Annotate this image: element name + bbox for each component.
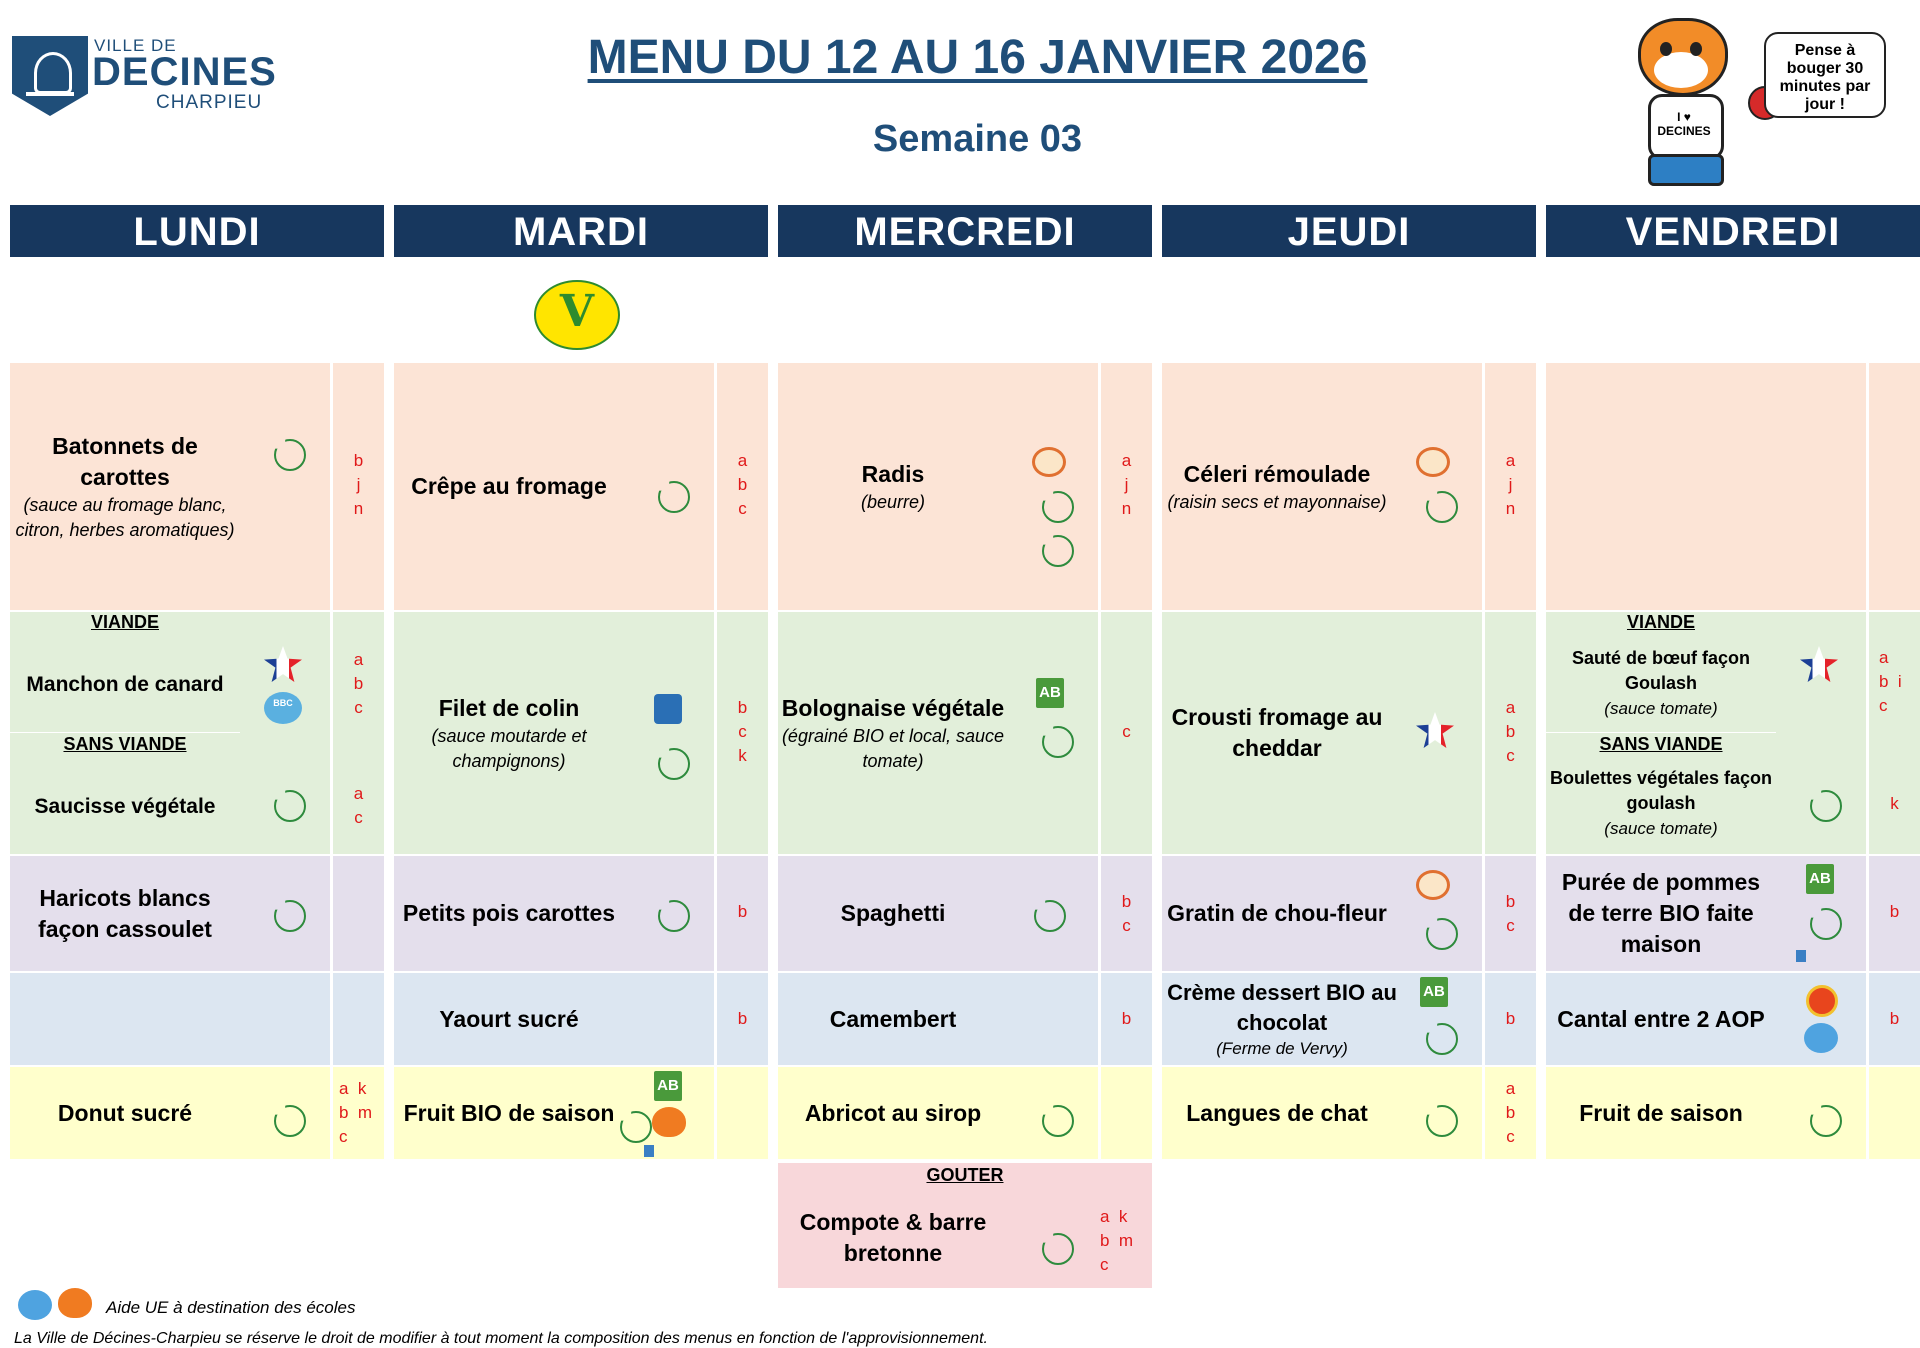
sprout-icon bbox=[1034, 900, 1066, 932]
sprout-icon bbox=[1042, 1233, 1074, 1265]
dish-name: Radis bbox=[861, 460, 925, 487]
vendredi-accomp-allergens-cell bbox=[1869, 856, 1920, 971]
city-shield-icon bbox=[12, 36, 88, 116]
menu-title: MENU DU 12 AU 16 JANVIER 2026 bbox=[587, 31, 1368, 84]
dish-name: Céleri rémoulade bbox=[1183, 460, 1371, 487]
aide-ue-icon bbox=[1804, 1023, 1838, 1053]
allergen-codes-viande: a b i c bbox=[1879, 648, 1902, 715]
allergen-codes: a k b m c bbox=[1100, 1207, 1134, 1274]
logo-decines-text: DECINES bbox=[92, 50, 277, 94]
agriculture-biologique-icon: AB bbox=[1806, 864, 1834, 894]
agriculture-biologique-icon: AB bbox=[1420, 977, 1448, 1007]
week-subtitle: Semaine 03 bbox=[872, 118, 1083, 160]
allergen-codes: b bbox=[737, 1009, 748, 1028]
mercredi-accomp-cell bbox=[778, 856, 1098, 971]
dish-note: (sauce moutarde et champignons) bbox=[431, 725, 587, 771]
jeudi-dessert-allergens-cell bbox=[1485, 1067, 1536, 1159]
sprout-icon bbox=[1042, 491, 1074, 523]
vendredi-plat-allergens-cell bbox=[1869, 612, 1920, 854]
section-label-viande: VIANDE bbox=[1626, 612, 1695, 632]
allergen-codes: a k b m c bbox=[339, 1079, 373, 1146]
mercredi-gouter-cell bbox=[778, 1163, 1152, 1288]
dish-note: (Ferme de Vervy) bbox=[1216, 1039, 1348, 1058]
dish-name-sans-viande: Boulettes végétales façon goulash bbox=[1549, 768, 1773, 813]
mardi-plat-cell bbox=[394, 612, 714, 854]
jeudi-laitage-allergens-cell bbox=[1485, 973, 1536, 1065]
dish-name: Spaghetti bbox=[840, 900, 946, 926]
dish-name: Petits pois carottes bbox=[402, 900, 616, 926]
mardi-entree-allergens-cell bbox=[717, 363, 768, 610]
jeudi-laitage-cell bbox=[1162, 973, 1482, 1065]
dish-name: Filet de colin bbox=[438, 694, 580, 721]
mercredi-dessert-allergens-cell bbox=[1101, 1067, 1152, 1159]
mascot-shirt-text: I ♥ DECINES bbox=[1657, 110, 1711, 138]
mercredi-accomp-allergens-cell bbox=[1101, 856, 1152, 971]
sprout-icon bbox=[1042, 1105, 1074, 1137]
jeudi-entree-allergens-cell bbox=[1485, 363, 1536, 610]
section-label-sans-viande: SANS VIANDE bbox=[63, 734, 187, 754]
vendredi-dessert-allergens-cell bbox=[1869, 1067, 1920, 1159]
la-region-icon bbox=[644, 1145, 694, 1157]
mardi-laitage-allergens-cell bbox=[717, 973, 768, 1065]
dish-name: Gratin de chou-fleur bbox=[1167, 900, 1387, 926]
city-logo bbox=[12, 34, 302, 124]
allergen-codes: a b c bbox=[1505, 698, 1516, 765]
allergen-codes: c bbox=[1122, 722, 1131, 741]
allergen-codes: a b c bbox=[1505, 1079, 1516, 1146]
section-label-gouter: GOUTER bbox=[926, 1165, 1004, 1185]
vegetarian-label-icon: V bbox=[530, 280, 620, 350]
allergen-codes: a b c bbox=[737, 451, 748, 518]
local-product-icon bbox=[1416, 447, 1450, 477]
sprout-icon bbox=[274, 439, 306, 471]
allergen-codes: b bbox=[1889, 1009, 1900, 1028]
allergen-codes-sans-viande: k bbox=[1890, 794, 1899, 813]
aide-ue-icon bbox=[18, 1290, 52, 1320]
dish-name: Langues de chat bbox=[1186, 1099, 1368, 1126]
logo-ville-text: VILLE DE bbox=[94, 36, 177, 55]
speech-bubble: Pense à bouger 30 minutes par jour ! bbox=[1764, 32, 1886, 118]
mercredi-laitage-allergens-cell bbox=[1101, 973, 1152, 1065]
dish-name: Crousti fromage au cheddar bbox=[1171, 704, 1383, 761]
sprout-icon bbox=[1042, 535, 1074, 567]
aop-icon bbox=[1806, 985, 1838, 1017]
dish-note: (sauce au fromage blanc, citron, herbes aromatiques) bbox=[15, 494, 235, 540]
jeudi-dessert-cell bbox=[1162, 1067, 1482, 1159]
jeudi-entree-cell bbox=[1162, 363, 1482, 610]
sprout-icon bbox=[274, 1105, 306, 1137]
vendredi-dessert-cell bbox=[1546, 1067, 1866, 1159]
section-label-sans-viande: SANS VIANDE bbox=[1599, 734, 1723, 754]
sprout-icon bbox=[1042, 726, 1074, 758]
lundi-dessert-cell bbox=[10, 1067, 330, 1159]
allergen-codes: b c bbox=[1121, 892, 1132, 935]
sprout-icon bbox=[1426, 1105, 1458, 1137]
dish-name: Crème dessert BIO au chocolat bbox=[1167, 980, 1397, 1035]
section-label-viande: VIANDE bbox=[90, 612, 159, 632]
dish-name: Yaourt sucré bbox=[439, 1005, 579, 1032]
vendredi-laitage-cell bbox=[1546, 973, 1866, 1065]
mardi-laitage-cell bbox=[394, 973, 714, 1065]
agriculture-biologique-icon: AB bbox=[654, 1071, 682, 1101]
la-region-icon bbox=[1796, 950, 1846, 962]
dish-name-viande: Manchon de canard bbox=[26, 673, 224, 696]
day-header-vendredi: VENDREDI bbox=[1546, 205, 1920, 257]
dish-name-sans-viande: Saucisse végétale bbox=[34, 795, 216, 818]
dish-name: Camembert bbox=[829, 1005, 957, 1032]
jeudi-accomp-allergens-cell bbox=[1485, 856, 1536, 971]
dish-name: Abricot au sirop bbox=[804, 1099, 982, 1126]
sprout-icon bbox=[1810, 1105, 1842, 1137]
allergen-codes: a j n bbox=[1121, 451, 1132, 518]
day-header-jeudi: JEUDI bbox=[1162, 205, 1536, 257]
jeudi-plat-cell bbox=[1162, 612, 1482, 854]
fruit-ecole-icon bbox=[58, 1288, 92, 1318]
dish-note: (beurre) bbox=[860, 491, 926, 512]
dish-note: (égrainé BIO et local, sauce tomate) bbox=[781, 725, 1005, 771]
allergen-codes: b c k bbox=[737, 698, 748, 765]
dish-name: Cantal entre 2 AOP bbox=[1557, 1005, 1765, 1032]
mercredi-entree-allergens-cell bbox=[1101, 363, 1152, 610]
dish-name: Donut sucré bbox=[57, 1099, 193, 1126]
mardi-entree-cell bbox=[394, 363, 714, 610]
lundi-entree-allergens-cell bbox=[333, 363, 384, 610]
sprout-icon bbox=[1810, 908, 1842, 940]
allergen-codes: b c bbox=[1505, 892, 1516, 935]
viande-francaise-icon bbox=[1800, 646, 1838, 682]
vendredi-entree-allergens-cell bbox=[1869, 363, 1920, 610]
local-product-icon bbox=[1032, 447, 1066, 477]
dish-name: Bolognaise végétale bbox=[781, 694, 1005, 721]
agriculture-biologique-icon: AB bbox=[1036, 678, 1064, 708]
day-header-mardi: MARDI bbox=[394, 205, 768, 257]
dish-name: Compote & barre bretonne bbox=[799, 1208, 987, 1266]
disclaimer-text: La Ville de Décines-Charpieu se réserve le droit de modifier à tout moment la composition des menus en fonction de l'approvisionnement. bbox=[14, 1330, 988, 1347]
lundi-accomp-allergens-cell bbox=[333, 856, 384, 971]
sprout-icon bbox=[658, 748, 690, 780]
dish-note: (raisin secs et mayonnaise) bbox=[1167, 491, 1387, 512]
mercredi-dessert-cell bbox=[778, 1067, 1098, 1159]
lundi-dessert-allergens-cell bbox=[333, 1067, 384, 1159]
lundi-laitage-cell bbox=[10, 973, 330, 1065]
msc-fish-icon bbox=[654, 694, 682, 724]
mardi-accomp-allergens-cell bbox=[717, 856, 768, 971]
dish-name: Batonnets de carottes bbox=[52, 432, 198, 490]
mercredi-plat-cell bbox=[778, 612, 1098, 854]
dish-name: Fruit BIO de saison bbox=[403, 1099, 615, 1126]
day-header-lundi: LUNDI bbox=[10, 205, 384, 257]
sprout-icon bbox=[1426, 918, 1458, 950]
mercredi-entree-cell bbox=[778, 363, 1098, 610]
mardi-accomp-cell bbox=[394, 856, 714, 971]
sprout-icon bbox=[658, 481, 690, 513]
bleu-blanc-coeur-icon: BBC bbox=[264, 692, 302, 724]
mardi-plat-allergens-cell bbox=[717, 612, 768, 854]
dish-name: Haricots blancs façon cassoulet bbox=[38, 884, 212, 942]
sprout-icon bbox=[1426, 1023, 1458, 1055]
lundi-plat-allergens-cell bbox=[333, 612, 384, 854]
vendredi-accomp-cell bbox=[1546, 856, 1866, 971]
dish-note-viande: (sauce tomate) bbox=[1604, 699, 1718, 718]
dish-name-viande: Sauté de bœuf façon Goulash bbox=[1571, 648, 1750, 693]
local-product-icon bbox=[1416, 870, 1450, 900]
dish-name: Fruit de saison bbox=[1579, 1099, 1743, 1126]
mardi-dessert-cell bbox=[394, 1067, 714, 1159]
allergen-codes: a j n bbox=[1505, 451, 1516, 518]
dish-name: Purée de pommes de terre BIO faite maison bbox=[1561, 869, 1761, 957]
sprout-icon bbox=[274, 900, 306, 932]
aide-ue-text: Aide UE à destination des écoles bbox=[106, 1298, 356, 1317]
jeudi-plat-allergens-cell bbox=[1485, 612, 1536, 854]
lundi-entree-cell bbox=[10, 363, 330, 610]
allergen-codes-viande: a b c bbox=[353, 650, 364, 717]
logo-charpieu-text: CHARPIEU bbox=[156, 92, 263, 113]
sprout-icon bbox=[274, 790, 306, 822]
fruit-ecole-icon bbox=[652, 1107, 686, 1137]
mercredi-laitage-cell bbox=[778, 973, 1098, 1065]
dish-note-sans-viande: (sauce tomate) bbox=[1604, 819, 1718, 838]
tiger-mascot-icon bbox=[1610, 12, 1760, 197]
sprout-icon bbox=[658, 900, 690, 932]
allergen-codes-sans-viande: a c bbox=[353, 784, 364, 827]
jeudi-accomp-cell bbox=[1162, 856, 1482, 971]
vendredi-laitage-allergens-cell bbox=[1869, 973, 1920, 1065]
allergen-codes: b bbox=[737, 902, 748, 921]
mercredi-plat-allergens-cell bbox=[1101, 612, 1152, 854]
sprout-icon bbox=[1810, 790, 1842, 822]
mardi-dessert-allergens-cell bbox=[717, 1067, 768, 1159]
vendredi-plat-cell bbox=[1546, 612, 1866, 854]
allergen-codes: b bbox=[1889, 902, 1900, 921]
allergen-codes: b bbox=[1121, 1009, 1132, 1028]
viande-francaise-icon bbox=[1416, 712, 1454, 748]
lundi-laitage-allergens-cell bbox=[333, 973, 384, 1065]
day-header-mercredi: MERCREDI bbox=[778, 205, 1152, 257]
allergen-codes: b bbox=[1505, 1009, 1516, 1028]
lundi-plat-cell bbox=[10, 612, 330, 854]
vendredi-entree-cell bbox=[1546, 363, 1866, 610]
viande-francaise-icon bbox=[264, 646, 302, 682]
sprout-icon bbox=[1426, 491, 1458, 523]
allergen-codes: b j n bbox=[353, 451, 364, 518]
lundi-accomp-cell bbox=[10, 856, 330, 971]
sprout-icon bbox=[620, 1111, 652, 1143]
dish-name: Crêpe au fromage bbox=[411, 473, 607, 499]
